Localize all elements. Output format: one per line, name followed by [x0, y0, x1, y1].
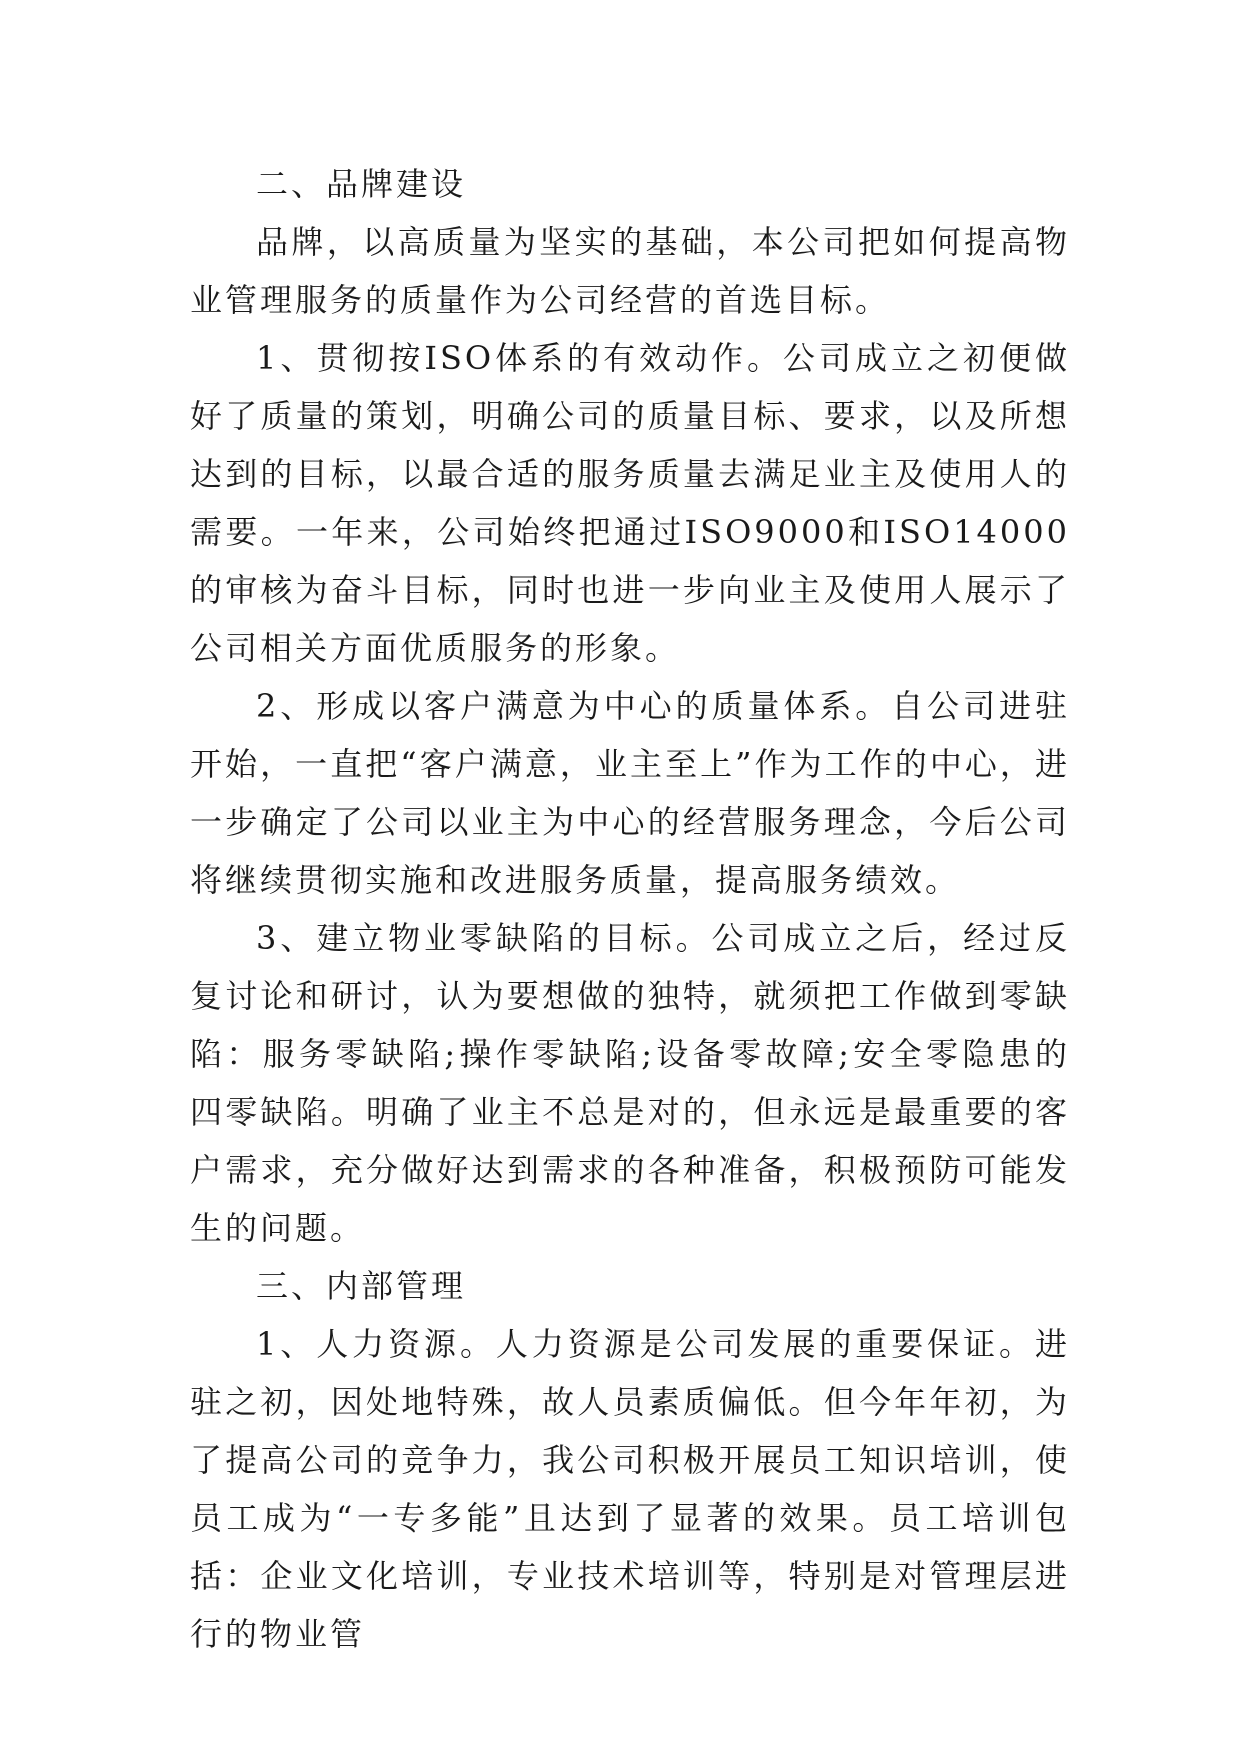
paragraph-customer-satisfaction: 2、形成以客户满意为中心的质量体系。自公司进驻开始，一直把“客户满意，业主至上”作为工作的中心，进一步确定了公司以业主为中心的经营服务理念，今后公司将继续贯彻实施和改进服务质量，提高服务绩效。	[190, 687, 1070, 899]
section-heading-internal-management: 三、内部管理	[256, 1267, 467, 1305]
paragraph-brand-intro: 品牌，以高质量为坚实的基础，本公司把如何提高物业管理服务的质量作为公司经营的首选目标。	[190, 223, 1070, 319]
paragraph-iso-system: 1、贯彻按ISO体系的有效动作。公司成立之初便做好了质量的策划，明确公司的质量目标、要求，以及所想达到的目标，以最合适的服务质量去满足业主及使用人的需要。一年来，公司始终把通过ISO9000和ISO14000的审核为奋斗目标，同时也进一步向业主及使用人展示了公司相关方面优质服务的形象。	[190, 339, 1070, 667]
document-body	[190, 155, 1070, 1663]
paragraph-human-resources: 1、人力资源。人力资源是公司发展的重要保证。进驻之初，因处地特殊，故人员素质偏低。但今年年初，为了提高公司的竞争力，我公司积极开展员工知识培训，使员工成为“一专多能”且达到了显著的效果。员工培训包括：企业文化培训，专业技术培训等，特别是对管理层进行的物业管	[190, 1325, 1070, 1653]
paragraph-zero-defect: 3、建立物业零缺陷的目标。公司成立之后，经过反复讨论和研讨，认为要想做的独特，就须把工作做到零缺陷：服务零缺陷;操作零缺陷;设备零故障;安全零隐患的四零缺陷。明确了业主不总是对的，但永远是最重要的客户需求，充分做好达到需求的各种准备，积极预防可能发生的问题。	[190, 919, 1070, 1247]
section-heading-brand: 二、品牌建设	[256, 165, 467, 203]
